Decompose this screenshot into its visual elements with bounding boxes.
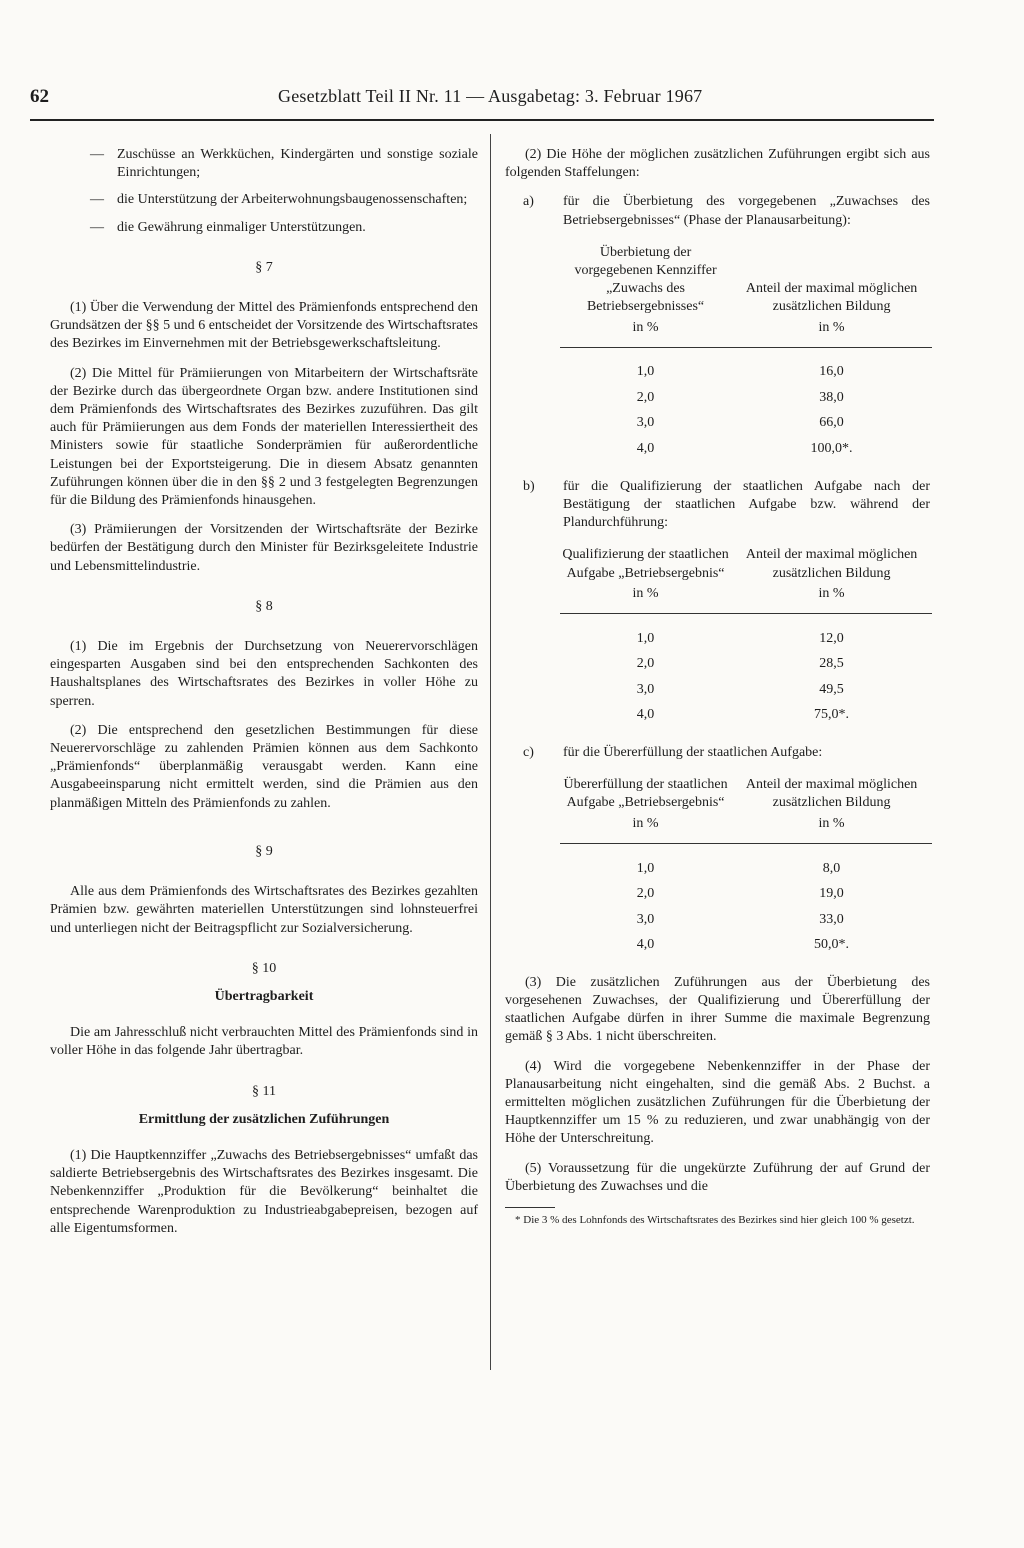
section-11-para-5: (5) Voraussetzung für die ungekürzte Zuführung der auf Grund der Überbietung des Zuwachses und die [505, 1160, 930, 1194]
table-row: 4,0 100,0*. [636, 440, 853, 456]
staffel-b-intro [523, 478, 930, 533]
left-column [50, 146, 478, 1249]
page-number: 62 [30, 86, 49, 107]
staffel-a-table [560, 244, 932, 462]
unit-label: in % [818, 585, 845, 601]
section-10-heading: § 10 [251, 960, 277, 976]
footnote: * Die 3 % des Lohnfonds des Wirtschaftsrates des Bezirkes sind hier gleich 100 % gesetzt. [515, 1214, 915, 1227]
header-rule [30, 119, 934, 121]
staffel-b-letter: b) [523, 478, 535, 494]
table-header-col1: Überbietung der vorgegebenen Kennziffer „Zuwachs des Betriebsergebnisses“ in % [560, 244, 731, 348]
section-11-heading: § 11 [252, 1083, 276, 1099]
section-10-para-1: Die am Jahresschluß nicht verbrauchten Mittel des Prämienfonds sind in voller Höhe in das folgende Jahr übertragbar. [50, 1025, 478, 1059]
table-row: 4,0 50,0*. [636, 937, 850, 952]
staffel-b-text: für die Qualifizierung der staatlichen Aufgabe nach der Bestätigung der staatlichen Aufgabe bzw. während der Plandurchführung: [563, 478, 930, 531]
section-8-para-1: (1) Die im Ergebnis der Durchsetzung von Neuerervorschlägen eingesparten Ausgaben sind bei den entsprechenden Sachkonten des Haushaltsplanes des Wirtschaftsrates des Bezirkes in voller Höhe zu sperren. [50, 639, 478, 709]
section-7-para-2: (2) Die Mittel für Prämiierungen von Mitarbeitern der Wirtschaftsräte der Bezirke durch das übergeordnete Organ bzw. andere Institutionen sind dem Prämienfonds des Wirtschaftsrates des Bezirkes zuzuführen. Das gilt auch für Prämiierungen aus dem Fonds der materiellen Interessiertheit des Ministers sowie für staatliche Sonderprämien für außerordentliche Leistungen bei der Exportsteigerung. Die in diesem Absatz genannten Zuführungen können über die in den §§ 2 und 3 festgelegten Begrenzungen für die Bildung des Prämienfonds hinausgehen. [50, 365, 478, 509]
section-8-heading: § 8 [255, 598, 273, 614]
dash-item-text: die Unterstützung der Arbeiterwohnungsbaugenossenschaften; [117, 192, 468, 208]
section-11-para-4: (4) Wird die vorgegebene Nebenkennziffer in der Phase der Planausarbeitung nicht eingehalten, sind die gemäß Abs. 2 Buchst. a ermittelten möglichen zusätzlichen Zuführungen für die Überbietung der Hauptkennziffer um 15 % zu reduzieren, und zwar unabhängig von der Höhe der Unterschreitung. [505, 1058, 930, 1147]
table-header-col2: Anteil der maximal möglichen zusätzlichen Bildung in % [731, 546, 932, 613]
table-row: 2,0 19,0 [636, 886, 844, 901]
unit-label: in % [818, 815, 845, 831]
section-11-title: Ermittlung der zusätzlichen Zuführungen [138, 1111, 390, 1127]
section-7-heading: § 7 [255, 259, 273, 275]
table-row: 2,0 28,5 [636, 656, 844, 672]
table-row: 3,0 66,0 [636, 415, 844, 431]
section-11-para-2-intro: (2) Die Höhe der möglichen zusätzlichen Zuführungen ergibt sich aus folgenden Staffelungen: [505, 147, 930, 181]
section-10-title: Übertragbarkeit [214, 988, 314, 1004]
right-column [505, 146, 930, 1227]
section-8-para-2: (2) Die entsprechend den gesetzlichen Bestimmungen für diese Neuerervorschläge zu zahlenden Prämien können aus dem Sachkonto „Prämienfonds“ überplanmäßig verausgabt werden. Kann eine Ausgabeeinsparung nicht ermittelt werden, sind die Prämien aus den planmäßigen Mitteln des Prämienfonds zu zahlen. [50, 722, 478, 811]
page-header [30, 86, 934, 118]
staffel-a-intro [523, 193, 930, 229]
section-9-para-1: Alle aus dem Prämienfonds des Wirtschaftsrates des Bezirkes gezahlten Prämien bzw. gewährten materiellen Unterstützungen sind lohnsteuerfrei und unterliegen nicht der Beitragspflicht zur Sozialversicherung. [50, 884, 478, 936]
table-row: 3,0 33,0 [636, 911, 844, 927]
table-header-col2: Anteil der maximal möglichen zusätzlichen Bildung in % [731, 776, 932, 843]
staffel-c-letter: c) [523, 745, 534, 761]
dash-item: — die Unterstützung der Arbeiterwohnungsbaugenossenschaften; [90, 192, 468, 208]
table-header-col1: Übererfüllung der staatlichen Aufgabe „Betriebsergebnis“ in % [560, 776, 731, 843]
section-11-para-3: (3) Die zusätzlichen Zuführungen aus der Überbietung des vorgesehenen Zuwachses, der Qualifizierung und Übererfüllung der staatlichen Aufgabe dürfen in ihrer Summe die maximale Begrenzung gemäß § 3 Abs. 1 nicht überschreiten. [505, 974, 930, 1045]
staffel-a-letter: a) [523, 194, 534, 210]
dash-item-text: die Gewährung einmaliger Unterstützungen. [117, 219, 366, 235]
column-divider [490, 134, 491, 1370]
table-header-col2: Anteil der maximal möglichen zusätzlichen Bildung in % [731, 244, 932, 348]
table-row: 2,0 38,0 [636, 389, 844, 405]
unit-label: in % [632, 585, 659, 601]
staffel-c-text: für die Übererfüllung der staatlichen Aufgabe: [563, 745, 823, 761]
staffel-c-table [560, 776, 932, 958]
section-9-heading: § 9 [255, 843, 273, 859]
running-head: Gesetzblatt Teil II Nr. 11 — Ausgabetag: 3. Februar 1967 [278, 86, 703, 106]
unit-label: in % [818, 319, 845, 335]
dash-item-text: Zuschüsse an Werkküchen, Kindergärten und sonstige soziale Einrichtungen; [117, 147, 478, 181]
section-7-para-1: (1) Über die Verwendung der Mittel des Prämienfonds entsprechend den Grundsätzen der §§ 5 und 6 entscheidet der Vorsitzende des Wirtschaftsrates des Bezirkes im Einvernehmen mit der Betriebsgewerkschaftsleitung. [50, 300, 478, 352]
table-row: 1,0 8,0 [636, 860, 841, 876]
table-row: 3,0 49,5 [636, 681, 844, 697]
table-header-col1: Qualifizierung der staatlichen Aufgabe „Betriebsergebnis“ in % [560, 546, 731, 613]
unit-label: in % [632, 319, 659, 335]
table-row: 1,0 12,0 [636, 630, 844, 646]
table-row: 4,0 75,0*. [636, 707, 850, 723]
table-row: 1,0 16,0 [636, 364, 844, 380]
dash-item: — die Gewährung einmaliger Unterstützungen. [90, 219, 366, 235]
staffel-b-table [560, 546, 932, 728]
section-7-para-3: (3) Prämiierungen der Vorsitzenden der Wirtschaftsräte der Bezirke bedürfen der Bestätigung durch den Minister für Bezirksgeleitete Industrie und Lebensmittelindustrie. [50, 522, 478, 574]
staffel-c-intro [523, 744, 930, 762]
dash-item: — Zuschüsse an Werkküchen, Kindergärten und sonstige soziale Einrichtungen; [90, 147, 478, 181]
footnote-rule [505, 1207, 555, 1208]
section-11-para-1: (1) Die Hauptkennziffer „Zuwachs des Betriebsergebnisses“ umfaßt das saldierte Betriebsergebnis des Wirtschaftsrates des Bezirkes insgesamt. Die Nebenkennziffer „Produktion für die Bevölkerung“ beinhaltet die entsprechende Warenproduktion zu Industrieabgabepreisen, bezogen auf alle Eigentumsformen. [50, 1147, 478, 1236]
unit-label: in % [632, 815, 659, 831]
staffel-a-text: für die Überbietung des vorgegebenen „Zuwachses des Betriebsergebnisses“ (Phase der Planausarbeitung): [563, 194, 930, 228]
